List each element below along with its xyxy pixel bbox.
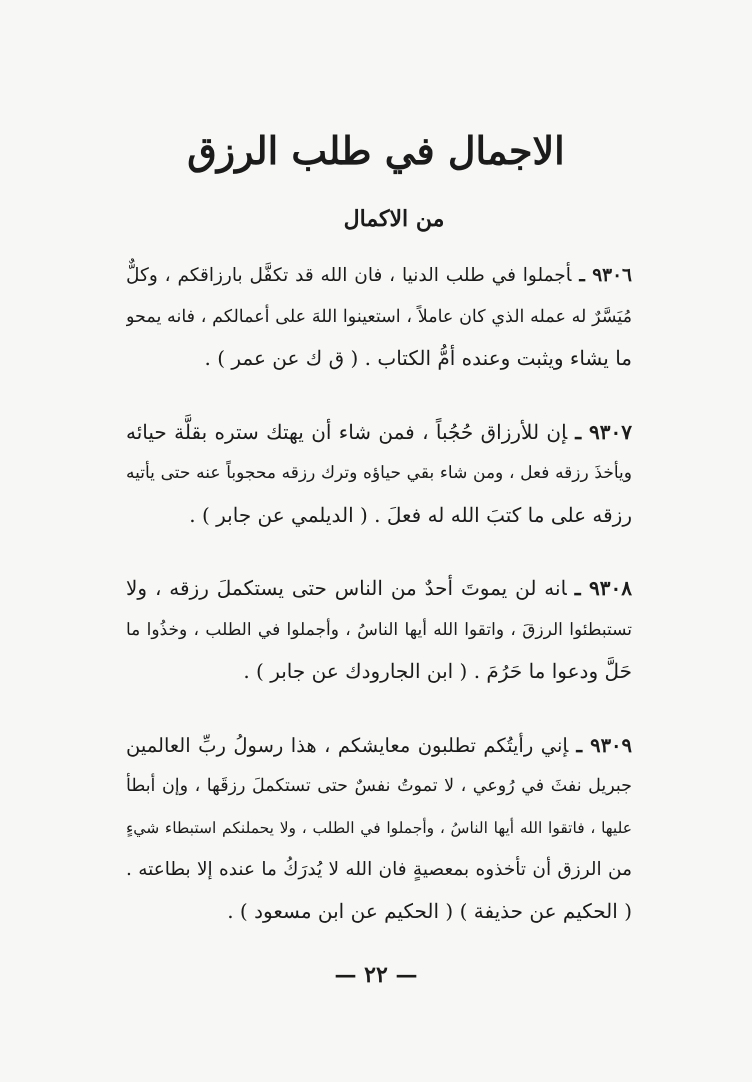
hadith-9309 bbox=[126, 725, 632, 933]
hadith-text-line: من الرزق أن تأخذوه بمعصيةٍ فان الله لا يُدرَكُ ما عنده إلا بطاعته . bbox=[126, 859, 632, 880]
source-subtitle: من الاكمال bbox=[343, 206, 445, 232]
hadith-text-line: رزقه على ما كتبَ الله له فعلَ . ( الديلمي عن جابر ) . bbox=[189, 502, 632, 527]
hadith-text-line: مُيَسَّرٌ له عمله الذي كان عاملاً ، استعينوا اللهَ على أعمالكم ، فانه يمحو bbox=[126, 306, 632, 327]
hadith-9308 bbox=[126, 568, 632, 693]
hadith-text-line: جبريل نفثَ في رُوعي ، لا تموتُ نفسٌ حتى تستكملَ رزقَها ، وإن أبطأ bbox=[126, 776, 632, 796]
hadith-text-line: أجملوا في طلب الدنيا ، فان الله قد تكفَّل بارزاقكم ، وكلٌّ bbox=[126, 265, 572, 286]
hadith-text-line: حَلَّ ودعوا ما حَرُمَ . ( ابن الجارودك عن جابر ) . bbox=[243, 659, 632, 683]
hadith-number: ٩٣٠٩ ـ bbox=[576, 733, 632, 757]
hadith-text-line: إن للأرزاق حُجُباً ، فمن شاء أن يهتك ستره بقلَّة حيائه bbox=[126, 419, 568, 444]
hadith-text-line: عليها ، فاتقوا الله أيها الناسُ ، وأجملوا في الطلب ، ولا يحملنكم استبطاء شيءٍ bbox=[126, 818, 632, 837]
hadith-text-line: ما يشاء ويثبت وعنده أمُّ الكتاب . ( ق ك عن عمر ) . bbox=[204, 346, 632, 370]
hadith-text-line: تستبطئوا الرزقَ ، واتقوا الله أيها الناسُ ، وأجملوا في الطلب ، وخذُوا ما bbox=[126, 619, 632, 640]
hadith-9306 bbox=[126, 255, 632, 380]
hadith-9307 bbox=[126, 412, 632, 537]
page-number: — ٢٢ — bbox=[334, 962, 418, 988]
hadith-number: ٩٣٠٧ ـ bbox=[575, 419, 632, 444]
hadith-number: ٩٣٠٦ ـ bbox=[579, 265, 632, 286]
hadith-text-line: انه لن يموتَ أحدٌ من الناس حتى يستكملَ رزقه ، ولا bbox=[126, 576, 567, 600]
hadith-number: ٩٣٠٨ ـ bbox=[574, 576, 632, 600]
hadith-list bbox=[126, 255, 632, 932]
hadith-text-line: ويأخذَ رزقه فعل ، ومن شاء بقي حياؤه وترك رزقه محجوباً عنه حتى يأتيه bbox=[126, 463, 632, 483]
hadith-text-line: ( الحكيم عن حذيفة ) ( الحكيم عن ابن مسعود ) . bbox=[227, 898, 632, 923]
chapter-title: الاجمال في طلب الرزق bbox=[187, 128, 565, 173]
hadith-text-line: إني رأيتُكم تطلبون معايشكم ، هذا رسولُ ربِّ العالمين bbox=[126, 733, 569, 757]
